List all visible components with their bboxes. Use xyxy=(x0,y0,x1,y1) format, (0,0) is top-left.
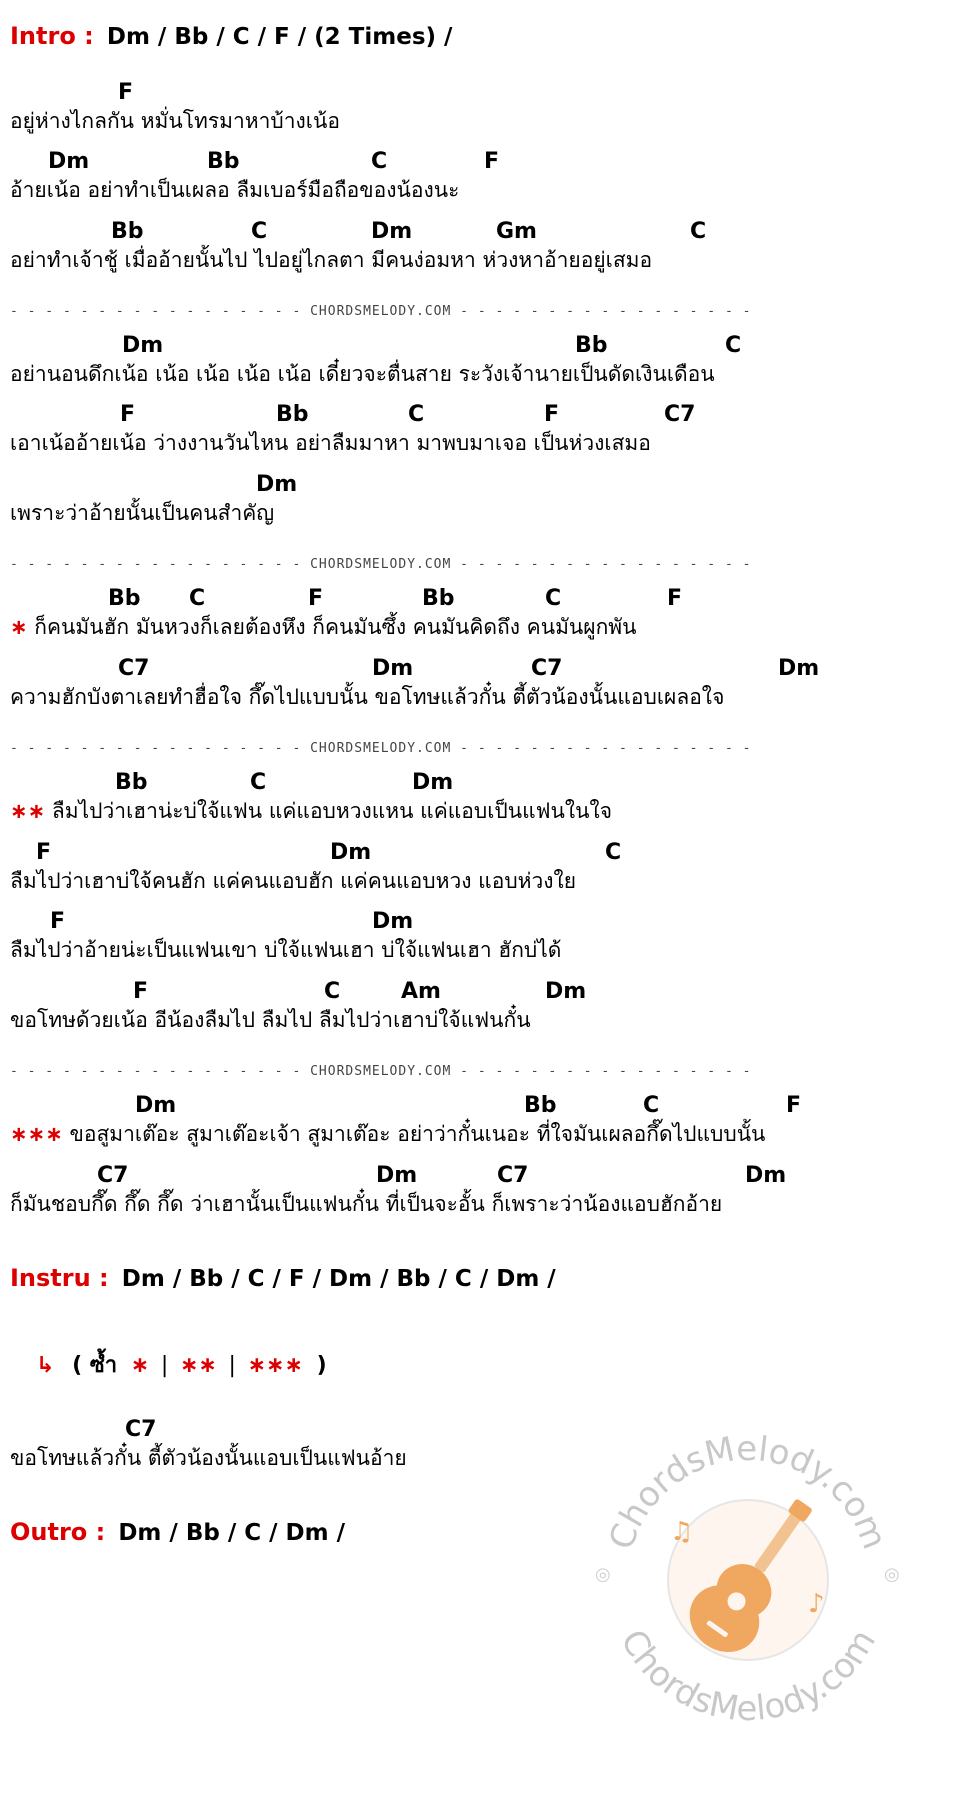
watermark-text-top: ChordsMelody.com xyxy=(601,1428,895,1555)
lyric-text: ก็คนมันฮัก มันหวงก็เลยต้องหึง ก็คนมันซึ้ง คนมันคิดถึง คนมันผูกพัน xyxy=(34,615,637,639)
chord: C xyxy=(189,586,206,611)
divider: - - - - - - - - - - - - - - - - - CHORDSMELODY.COM - - - - - - - - - - - - - - - - - xyxy=(10,741,752,756)
chord: Bb xyxy=(207,149,240,174)
chord: Dm xyxy=(371,219,413,244)
lyric-line: อยู่ห่างไกลกัน หมั่นโทรมาหาบ้างเน้อ xyxy=(10,109,340,133)
chord: Bb xyxy=(108,586,141,611)
lyric-line: อย่าทำเจ้าชู้ เมื่ออ้ายนั้นไป ไปอยู่ไกลตา มีคนง่อมหา ห่วงหาอ้ายอยู่เสมอ xyxy=(10,248,653,272)
watermark-text-bottom: ChordsMelody.com xyxy=(612,1622,884,1730)
chord: C xyxy=(643,1093,660,1118)
section-marker: ∗ xyxy=(10,615,28,639)
chord: Am xyxy=(401,979,441,1004)
music-note-icon: ♫ xyxy=(670,1517,694,1547)
chord: F xyxy=(544,402,560,427)
lyric-line xyxy=(10,1121,765,1147)
chord: C xyxy=(690,219,707,244)
repeat-separator: | xyxy=(160,1353,169,1378)
chord: Bb xyxy=(422,586,455,611)
lyric-text: ขอสูมาเต๊อะ สูมาเต๊อะเจ้า สูมาเต๊อะ อย่าว่ากั๋นเนอะ ที่ใจมันเผลอกึ๊ดไปแบบนั้น xyxy=(69,1122,766,1146)
chord: Bb xyxy=(276,402,309,427)
lyric-line xyxy=(10,798,612,824)
chord: F xyxy=(118,80,134,105)
lyric-line: ขอโทษแล้วกั๋น ตี้ตัวน้องนั้นแอบเป็นแฟนอ้าย xyxy=(10,1446,407,1470)
repeat-line xyxy=(36,1347,327,1382)
chord: C7 xyxy=(97,1163,129,1188)
chord: Dm xyxy=(372,909,414,934)
section-marker: ∗∗ xyxy=(10,799,46,823)
lyric-line: ก็มันชอบกึ๊ด กึ๊ด กึ๊ด ว่าเฮานั้นเป็นแฟนกั๋น ที่เป็นจะอั้น ก็เพราะว่าน้องแอบฮักอ้าย xyxy=(10,1192,723,1216)
repeat-separator: | xyxy=(228,1353,236,1378)
chord: Dm xyxy=(256,472,298,497)
chord: C xyxy=(408,402,425,427)
chord: C xyxy=(251,219,268,244)
chord: C xyxy=(605,840,622,865)
chord: Bb xyxy=(111,219,144,244)
chord: C xyxy=(324,979,341,1004)
lyric-line: เพราะว่าอ้ายนั้นเป็นคนสำคัญ xyxy=(10,501,275,525)
repeat-marker-2: ∗∗ xyxy=(179,1353,217,1378)
lyric-line: อย่านอนดึกเน้อ เน้อ เน้อ เน้อ เน้อ เดี๋ยวจะตื่นสาย ระวังเจ้านายเป็นดัดเงินเดือน xyxy=(10,362,715,386)
divider: - - - - - - - - - - - - - - - - - CHORDSMELODY.COM - - - - - - - - - - - - - - - - - xyxy=(10,304,752,319)
repeat-close: ) xyxy=(316,1353,327,1378)
lyric-line: ลืมไปว่าเฮาบ่ใจ้คนฮัก แค่คนแอบฮัก แค่คนแอบหวง แอบห่วงใย xyxy=(10,869,577,893)
chord: Dm xyxy=(135,1093,177,1118)
outro-line xyxy=(10,1518,345,1546)
repeat-open: ( ซ้ำ xyxy=(72,1353,118,1378)
chord: C7 xyxy=(125,1417,157,1442)
chord: Dm xyxy=(778,656,820,681)
return-arrow-icon: ↳ xyxy=(36,1353,55,1378)
chord: Gm xyxy=(496,219,537,244)
chord: C7 xyxy=(664,402,696,427)
outro-label: Outro : xyxy=(10,1518,106,1546)
lyric-line: อ้ายเน้อ อย่าทำเป็นเผลอ ลืมเบอร์มือถือของน้องนะ xyxy=(10,178,460,202)
chord: F xyxy=(667,586,683,611)
chord: Dm xyxy=(745,1163,787,1188)
chord: Bb xyxy=(524,1093,557,1118)
chord: C7 xyxy=(118,656,150,681)
chord: F xyxy=(786,1093,802,1118)
intro-label: Intro : xyxy=(10,22,94,50)
divider: - - - - - - - - - - - - - - - - - CHORDSMELODY.COM - - - - - - - - - - - - - - - - - xyxy=(10,557,752,572)
lyric-line xyxy=(10,614,637,640)
chord: F xyxy=(484,149,500,174)
watermark-dot: ◎ xyxy=(884,1564,900,1585)
lyric-line: ความฮักบังตาเลยทำฮื่อใจ กึ๊ดไปแบบนั้น ขอโทษแล้วกั๋น ตี้ตัวน้องนั้นแอบเผลอใจ xyxy=(10,685,725,709)
watermark-dot: ◎ xyxy=(595,1564,611,1585)
divider: - - - - - - - - - - - - - - - - - CHORDSMELODY.COM - - - - - - - - - - - - - - - - - xyxy=(10,1064,752,1079)
chord: Bb xyxy=(575,333,608,358)
music-note-icon: ♪ xyxy=(808,1589,825,1619)
chord: F xyxy=(50,909,66,934)
chord: C xyxy=(371,149,388,174)
chord: F xyxy=(133,979,149,1004)
chord: C7 xyxy=(497,1163,529,1188)
chord: C xyxy=(545,586,562,611)
chord: Dm xyxy=(122,333,164,358)
intro-progression: Dm / Bb / C / F / (2 Times) / xyxy=(106,24,453,50)
section-marker: ∗∗∗ xyxy=(10,1122,63,1146)
chord: Dm xyxy=(545,979,587,1004)
chord: F xyxy=(120,402,136,427)
chord: Dm xyxy=(376,1163,418,1188)
lyric-line: ขอโทษด้วยเน้อ อีน้องลืมไป ลืมไป ลืมไปว่าเฮาบ่ใจ้แฟนกั๋น xyxy=(10,1008,531,1032)
chord: C7 xyxy=(531,656,563,681)
chord: Dm xyxy=(372,656,414,681)
chord: Dm xyxy=(330,840,372,865)
repeat-marker-1: ∗ xyxy=(130,1353,150,1378)
intro-line xyxy=(10,22,452,50)
lyric-text: ลืมไปว่าเฮาน่ะบ่ใจ้แฟน แค่แอบหวงแหน แค่แอบเป็นแฟนในใจ xyxy=(51,799,613,823)
instru-line xyxy=(10,1264,556,1292)
chord: F xyxy=(36,840,52,865)
lyric-line: ลืมไปว่าอ้ายน่ะเป็นแฟนเขา บ่ใจ้แฟนเฮา บ่ใจ้แฟนเฮา ฮักบ่ได้ xyxy=(10,938,562,962)
instru-label: Instru : xyxy=(10,1264,109,1292)
chord: Dm xyxy=(48,149,90,174)
chord: Bb xyxy=(115,770,148,795)
lyric-line: เอาเน้ออ้ายเน้อ ว่างงานวันไหน อย่าลืมมาหา มาพบมาเจอ เป็นห่วงเสมอ xyxy=(10,431,651,455)
chord: C xyxy=(250,770,267,795)
repeat-marker-3: ∗∗∗ xyxy=(247,1353,303,1378)
chord: Dm xyxy=(412,770,454,795)
instru-progression: Dm / Bb / C / F / Dm / Bb / C / Dm / xyxy=(121,1266,556,1292)
chord: C xyxy=(725,333,742,358)
chordsmelody-watermark-logo xyxy=(568,1400,928,1760)
chord: F xyxy=(308,586,324,611)
outro-progression: Dm / Bb / C / Dm / xyxy=(118,1520,345,1546)
